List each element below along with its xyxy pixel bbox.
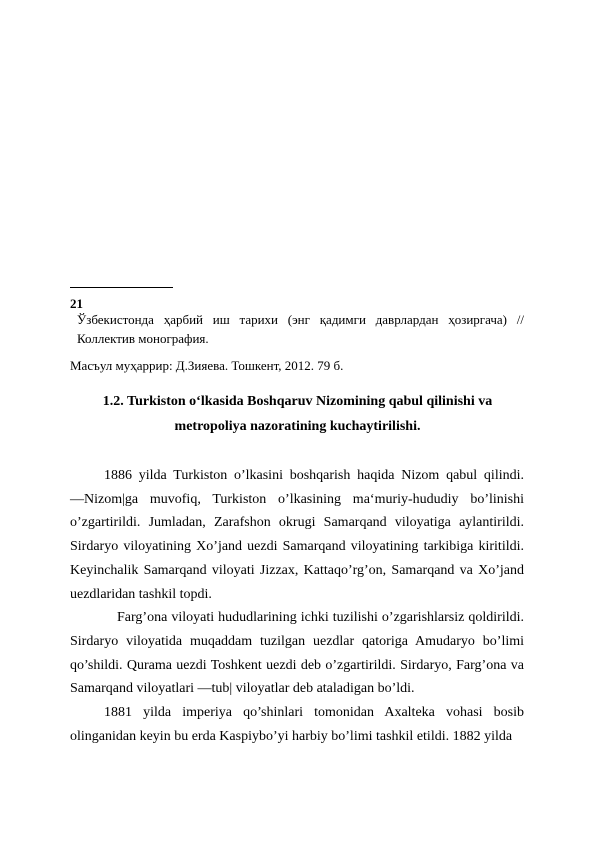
footnote-separator xyxy=(70,287,173,288)
paragraph: 1886 yilda Turkiston o’lkasini boshqarish haqida Nizom qabul qilindi. ―Nizom|ga muvofiq, Turkiston o’lkasining ma‘muriy-hududiy bo’linishi o’zgartirildi. Jumladan, Zarafshon okrugi Samarqand viloyatiga aylantirildi. Sirdaryo viloyatining Xo’jand uezdi Samarqand viloyatining tarkibiga kiritildi. Keyinchalik Samarqand viloyati Jizzax, Kattaqo’rg’on, Samarqand va Xo’jand uezdlaridan tashkil topdi. xyxy=(70,468,524,602)
footnote-number: 21 xyxy=(70,296,83,311)
paragraph: 1881 yilda imperiya qo’shinlari tomonidan Axalteka vohasi bosib olinganidan keyin bu erda Kaspiybo’yi harbiy bo’limi tashkil etildi. 1882 yilda xyxy=(70,705,524,744)
footnote-text-line1: Ўзбекистонда ҳарбий иш тарихи (энг қадимги даврлардан ҳозиргача) // xyxy=(77,312,524,327)
section-heading-line1: 1.2. Turkiston o‘lkasida Boshqaruv Nizomining qabul qilinishi va xyxy=(102,394,493,409)
paragraph: Farg’ona viloyati hududlarining ichki tuzilishi o’zgarishlarsiz qoldirildi. Sirdaryo viloyatida muqaddam tuzilgan uezdlar qatoriga Amudaryo bo’limi qo’shildi. Qurama uezdi Toshkent uezdi deb o’zgartirildi. Sirdaryo, Farg’ona va Samarqand viloyatlari ―tub| viloyatlar deb ataladigan bo’ldi. xyxy=(70,610,524,697)
body-text xyxy=(70,464,524,748)
footnote-text-line2: Коллектив монография. xyxy=(77,331,209,346)
section-heading-line2: metropoliya nazoratining kuchaytirilishi. xyxy=(174,419,421,434)
footnote-text-line3: Масъул муҳаррир: Д.Зияева. Тошкент, 2012. 79 б. xyxy=(70,358,344,373)
